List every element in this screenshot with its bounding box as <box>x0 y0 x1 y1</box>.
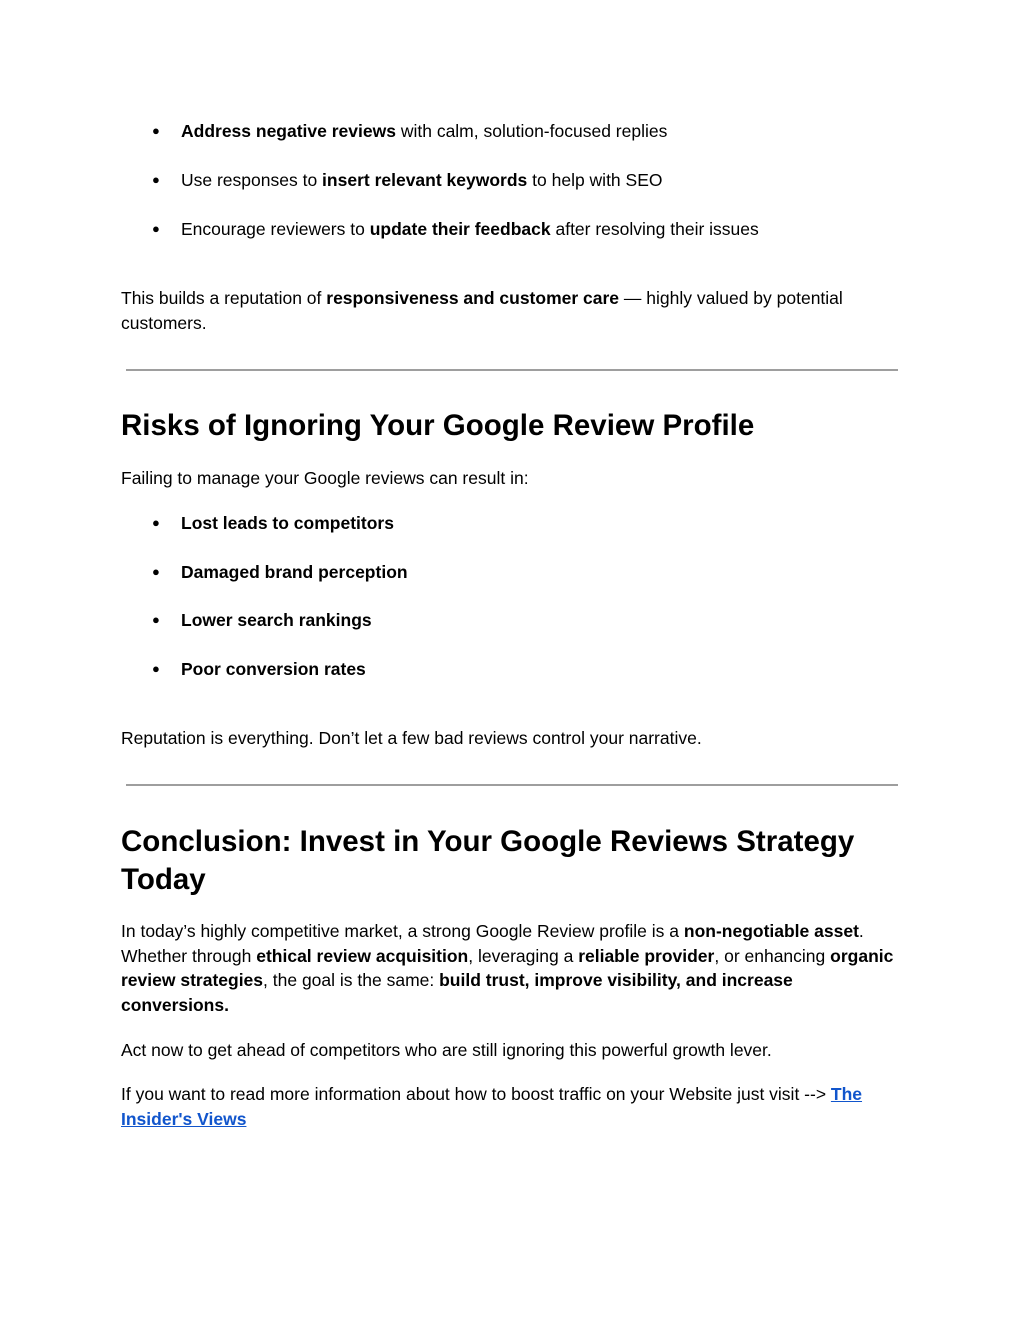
paragraph-text: , the goal is the same: <box>263 970 440 990</box>
paragraph-text: — highly valued by potential customers. <box>121 288 843 333</box>
insiders-views-link[interactable]: The Insider's Views <box>121 1084 863 1129</box>
bullet-icon: ● <box>152 172 160 187</box>
bullet-text: after resolving their issues <box>550 219 759 239</box>
bullet-bold-text: Lost leads to competitors <box>181 513 394 533</box>
list-item <box>121 608 903 632</box>
bullet-bold-text: Address negative reviews <box>181 121 396 141</box>
risks-heading: Risks of Ignoring Your Google Review Profile <box>121 409 755 442</box>
paragraph-text: . Whether through <box>121 921 864 966</box>
bullet-icon: ● <box>152 612 160 627</box>
paragraph-bold-text: ethical review acquisition <box>256 945 469 966</box>
bullet-icon: ● <box>152 221 160 236</box>
paragraph-text: , leveraging a <box>468 945 579 966</box>
paragraph-text: In today’s highly competitive market, a strong Google Review profile is a <box>121 921 684 941</box>
act-now-paragraph: Act now to get ahead of competitors who are still ignoring this powerful growth lever. <box>121 1040 772 1060</box>
conclusion-heading: Conclusion: Invest in Your Google Reviews Strategy Today <box>121 825 855 896</box>
bullet-bold-text: Poor conversion rates <box>181 659 366 679</box>
list-item <box>121 560 903 584</box>
conclusion-paragraph <box>121 919 903 1017</box>
risks-intro: Failing to manage your Google reviews can result in: <box>121 468 529 488</box>
paragraph-bold-text: organic review strategies <box>121 945 894 990</box>
list-item <box>121 511 903 535</box>
bullet-icon: ● <box>152 661 160 676</box>
section-divider <box>126 784 898 786</box>
bullet-bold-text: insert relevant keywords <box>322 170 528 190</box>
section-divider <box>126 369 898 371</box>
bullet-icon: ● <box>152 515 160 530</box>
bullet-bold-text: update their feedback <box>369 219 551 239</box>
list-item <box>121 119 903 143</box>
reputation-paragraph <box>121 286 903 335</box>
paragraph-text: This builds a reputation of <box>121 288 327 308</box>
paragraph-bold-text: reliable provider <box>578 945 715 966</box>
bullet-text: with calm, solution-focused replies <box>395 121 668 141</box>
bullet-text: Encourage reviewers to <box>181 219 370 239</box>
bullet-text: Use responses to <box>181 170 323 190</box>
bullet-bold-text: Lower search rankings <box>181 610 372 630</box>
paragraph-text: , or enhancing <box>714 945 831 966</box>
paragraph-bold-text: non-negotiable asset <box>683 921 859 941</box>
bullet-icon: ● <box>152 564 160 579</box>
bullet-bold-text: Damaged brand perception <box>181 562 408 582</box>
list-item <box>121 217 903 241</box>
paragraph-bold-text: responsiveness and customer care <box>326 288 620 308</box>
bullet-text: to help with SEO <box>527 170 663 190</box>
list-item <box>121 657 903 681</box>
risks-closing: Reputation is everything. Don’t let a few bad reviews control your narrative. <box>121 728 702 748</box>
bullet-icon: ● <box>152 123 160 138</box>
list-item <box>121 168 903 192</box>
paragraph-text: If you want to read more information about how to boost traffic on your Website just visit --> <box>121 1084 831 1104</box>
read-more-paragraph <box>121 1082 903 1131</box>
paragraph-bold-text: build trust, improve visibility, and increase conversions. <box>121 970 793 1015</box>
